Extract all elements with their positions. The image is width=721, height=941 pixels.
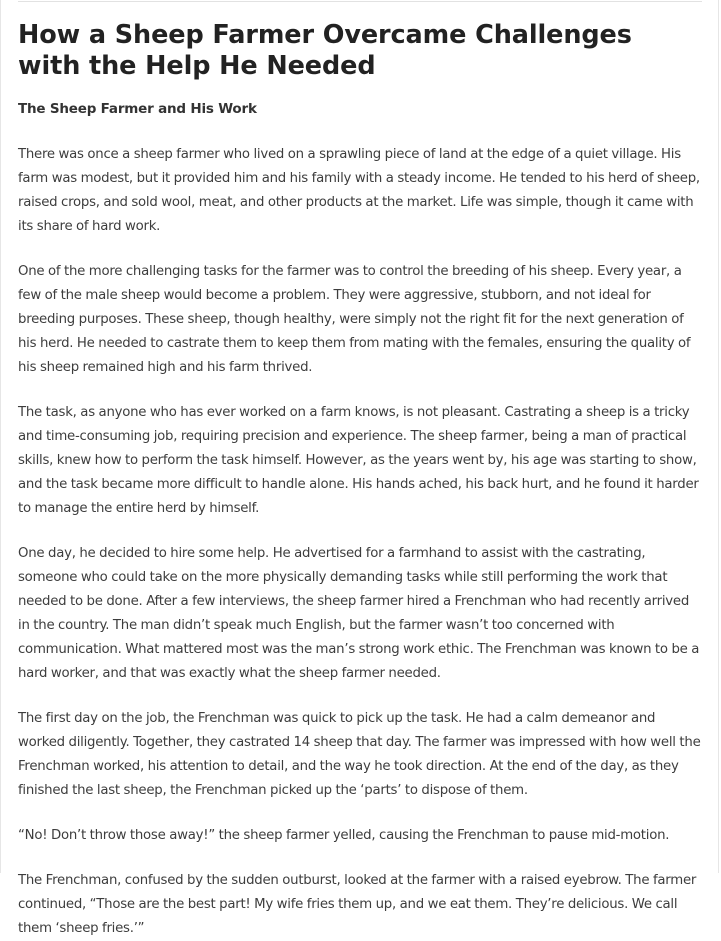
section-heading: The Sheep Farmer and His Work <box>18 101 257 117</box>
paragraph: “No! Don’t throw those away!” the sheep farmer yelled, causing the Frenchman to pause mid-motion. <box>18 828 670 843</box>
article <box>18 20 702 941</box>
paragraph: One day, he decided to hire some help. He advertised for a farmhand to assist with the castrating, someone who could take on the more physically demanding tasks while still performing the work that needed to be done. After a few interviews, the sheep farmer hired a Frenchman who had recently arrived in the country. The man didn’t speak much English, but the farmer wasn’t too concerned with communication. What mattered most was the man’s strong work ethic. The Frenchman was known to be a hard worker, and that was exactly what the sheep farmer needed. <box>18 546 700 681</box>
paragraph: The Frenchman, confused by the sudden outburst, looked at the farmer with a raised eyebrow. The farmer continued, “Those are the best part! My wife fries them up, and we eat them. They’re delicious. We call them ‘sheep fries.’” <box>18 873 697 936</box>
article-title: How a Sheep Farmer Overcame Challenges with the Help He Needed <box>18 20 632 81</box>
top-divider <box>18 1 702 2</box>
paragraph: One of the more challenging tasks for the farmer was to control the breeding of his sheep. Every year, a few of the male sheep would become a problem. They were aggressive, stubborn, and not ideal for breeding purposes. These sheep, though healthy, were simply not the right fit for the next generation of his herd. He needed to castrate them to keep them from mating with the females, ensuring the quality of his sheep remained high and his farm thrived. <box>18 264 691 375</box>
paragraph: The first day on the job, the Frenchman was quick to pick up the task. He had a calm demeanor and worked diligently. Together, they castrated 14 sheep that day. The farmer was impressed with how well the Frenchman worked, his attention to detail, and the way he took direction. At the end of the day, as they finished the last sheep, the Frenchman picked up the ‘parts’ to dispose of them. <box>18 711 701 798</box>
paragraph: There was once a sheep farmer who lived on a sprawling piece of land at the edge of a quiet village. His farm was modest, but it provided him and his family with a steady income. He tended to his herd of sheep, raised crops, and sold wool, meat, and other products at the market. Life was simple, though it came with its share of hard work. <box>18 147 700 234</box>
paragraph: The task, as anyone who has ever worked on a farm knows, is not pleasant. Castrating a sheep is a tricky and time-consuming job, requiring precision and experience. The sheep farmer, being a man of practical skills, knew how to perform the task himself. However, as the years went by, his age was starting to show, and the task became more difficult to handle alone. His hands ached, his back hurt, and he found it harder to manage the entire herd by himself. <box>18 405 699 516</box>
